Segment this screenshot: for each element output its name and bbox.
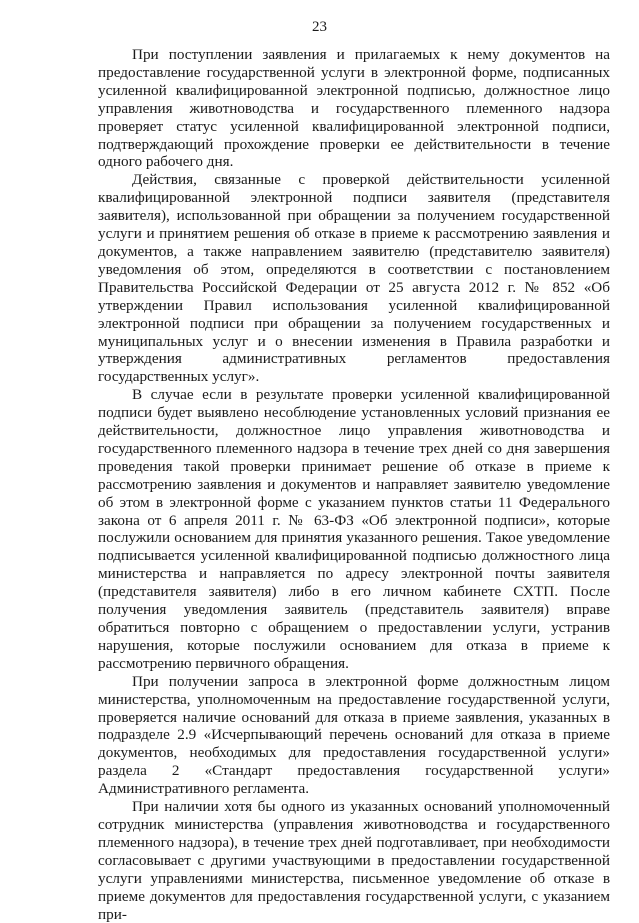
paragraph-2: Действия, связанные с проверкой действительности усиленной квалифицированной электронной подписи заявителя (представителя заявителя), использованной при обращении за получением государственной услуги и принятием решения об отказе в приеме к рассмотрению заявления и документов, а также направлением заявителю (представителю заявителя) уведомления об этом, определяются в соответствии с постановлением Правительства Российской Федерации от 25 августа 2012 г. № 852 «Об утверждении Правил использования усиленной квалифицированной электронной подписи при обращении за получением государственных и муниципальных услуг и о внесении изменения в Правила разработки и утверждения административных регламентов предоставления государственных услуг». bbox=[98, 171, 610, 386]
document-body bbox=[98, 46, 610, 923]
paragraph-1: При поступлении заявления и прилагаемых к нему документов на предоставление государственной услуги в электронной форме, подписанных усиленной квалифицированной электронной подписью, должностное лицо управления животноводства и государственного племенного надзора проверяет статус усиленной квалифицированной электронной подписи, подтверждающий прохождение проверки ее действительности в течение одного рабочего дня. bbox=[98, 46, 610, 171]
paragraph-3: В случае если в результате проверки усиленной квалифицированной подписи будет выявлено несоблюдение установленных условий признания ее действительности, должностное лицо управления животноводства и государственного племенного надзора в течение трех дней со дня завершения проведения такой проверки принимает решение об отказе в приеме к рассмотрению заявления и документов и направляет заявителю уведомление об этом в электронной форме с указанием пунктов статьи 11 Федерального закона от 6 апреля 2011 г. № 63-ФЗ «Об электронной подписи», которые послужили основанием для принятия указанного решения. Такое уведомление подписывается усиленной квалифицированной подписью должностного лица министерства и направляется по адресу электронной почты заявителя (представителя заявителя) либо в его личном кабинете СХТП. После получения уведомления заявитель (представитель заявителя) вправе обратиться повторно с обращением о предоставлении услуги, устранив нарушения, которые послужили основанием для отказа в приеме к рассмотрению первичного обращения. bbox=[98, 386, 610, 672]
paragraph-4: При получении запроса в электронной форме должностным лицом министерства, уполномоченным на предоставление государственной услуги, проверяется наличие оснований для отказа в приеме заявления, указанных в подразделе 2.9 «Исчерпывающий перечень оснований для отказа в приеме документов, необходимых для предоставления государственной услуги» раздела 2 «Стандарт предоставления государственной услуги» Административного регламента. bbox=[98, 672, 610, 798]
page-number: 23 bbox=[312, 19, 327, 35]
paragraph-5: При наличии хотя бы одного из указанных оснований уполномоченный сотрудник министерства (управления животноводства и государственного племенного надзора), в течение трех дней подготавливает, при необходимости согласовывает с другими участвующими в предоставлении государственной услуги управлениями министерства, письменное уведомление об отказе в приеме документов для предоставления государственной услуги, с указанием при- bbox=[98, 798, 610, 923]
